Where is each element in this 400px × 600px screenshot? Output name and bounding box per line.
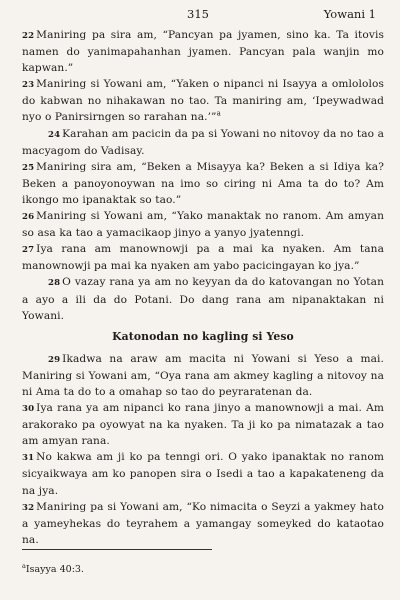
verse-text: Maniring pa si Yowani am, “Ko nimacita o Seyzi a yakmey hato a yameyhekas do teyrahem a yamangay someyked do kataotao na. — [22, 500, 384, 546]
verse — [22, 499, 384, 548]
footnote-text: Isayya 40:3. — [25, 564, 84, 575]
verse-number: 25 — [22, 162, 35, 173]
verse — [22, 126, 384, 159]
page-header — [0, 4, 400, 24]
verse-number: 28 — [48, 278, 61, 289]
verse-text: No kakwa am ji ko pa tenngi ori. O yako ipanaktak no ranom sicyaikwaya am ko panopen sira o Isedi a tao a kapakateneng da na jya. — [22, 451, 384, 497]
verse-number: 24 — [48, 129, 61, 140]
verse-number: 30 — [22, 404, 35, 415]
verse — [22, 27, 384, 76]
section-heading: Katonodan no kagling si Yeso — [112, 329, 294, 343]
verse-text: O vazay rana ya am no keyyan da do katovangan no Yotan a ayo a ili da do Potani. Do dang rana am nipanaktakan ni Yowani. — [22, 276, 384, 322]
running-head: Yowani 1 — [323, 7, 376, 21]
verse-number: 32 — [22, 502, 35, 513]
verse — [22, 76, 384, 125]
footnote-rule — [22, 549, 212, 550]
verse — [22, 351, 384, 400]
body-text — [22, 27, 384, 548]
verse-number: 23 — [22, 80, 35, 91]
verse-text: Iya rana am manownowji pa a mai ka nyaken. Am tana manownowji pa mai ka nyaken am yabo pacicingayan ko jya.” — [22, 243, 384, 273]
verse — [22, 400, 384, 449]
verse-number: 27 — [22, 245, 35, 256]
verse-number: 22 — [22, 31, 35, 41]
verse — [22, 274, 384, 323]
verse-number: 31 — [22, 453, 35, 464]
verse-number: 29 — [48, 354, 61, 365]
footnote-reference: a — [216, 109, 221, 118]
footnote-marker: a — [22, 561, 26, 570]
verse — [22, 208, 384, 241]
verse-text: Maniring pa sira am, “Pancyan pa jyamen, sino ka. Ta itovis namen do yanimapahanhan jyamen. Pancyan pala wanjin mo kapwan.” — [22, 29, 384, 75]
verses-before-section — [22, 27, 384, 324]
verse-text: Ikadwa na araw am macita ni Yowani si Yeso a mai. Maniring si Yowani am, “Oya rana am akmey kagling a nitovoy na ni Ama ta do to a omahap so tao do peyraratenan da. — [22, 352, 384, 398]
footnote — [22, 561, 84, 575]
verse — [22, 241, 384, 274]
verse — [22, 449, 384, 498]
verse-text: Maniring si Yowani am, “Yaken o nipanci ni Isayya a omlololos do kabwan no nihakawan no tao. Ta maniring am, ‘Ipeywadwad nyo o Panirsirngen so rarahan na.’” — [22, 78, 384, 124]
verse-text: Iya rana ya am nipanci ko rana jinyo a manownowji a mai. Am arakorako pa oyowyat na ka nyaken. Ta ji ko pa nimatazak a tao am amyan rana. — [22, 402, 384, 448]
verse-text: Maniring si Yowani am, “Yako manaktak no ranom. Am amyan so asa ka tao a yamacikaop jinyo a yanyo jyatenngi. — [22, 210, 384, 240]
verse-text: Karahan am pacicin da pa si Yowani no nitovoy da no tao a macyagom do Vadisay. — [22, 127, 384, 157]
verse-number: 26 — [22, 212, 35, 223]
verse — [22, 159, 384, 208]
page-number: 315 — [187, 7, 209, 21]
verse-text: Maniring sira am, “Beken a Misayya ka? Beken a si Idiya ka? Beken a panoyonoywan na imo so ciring ni Ama ta do to? Am ikongo mo ipanaktak so tao.” — [22, 160, 384, 206]
verses-after-section — [22, 351, 384, 548]
